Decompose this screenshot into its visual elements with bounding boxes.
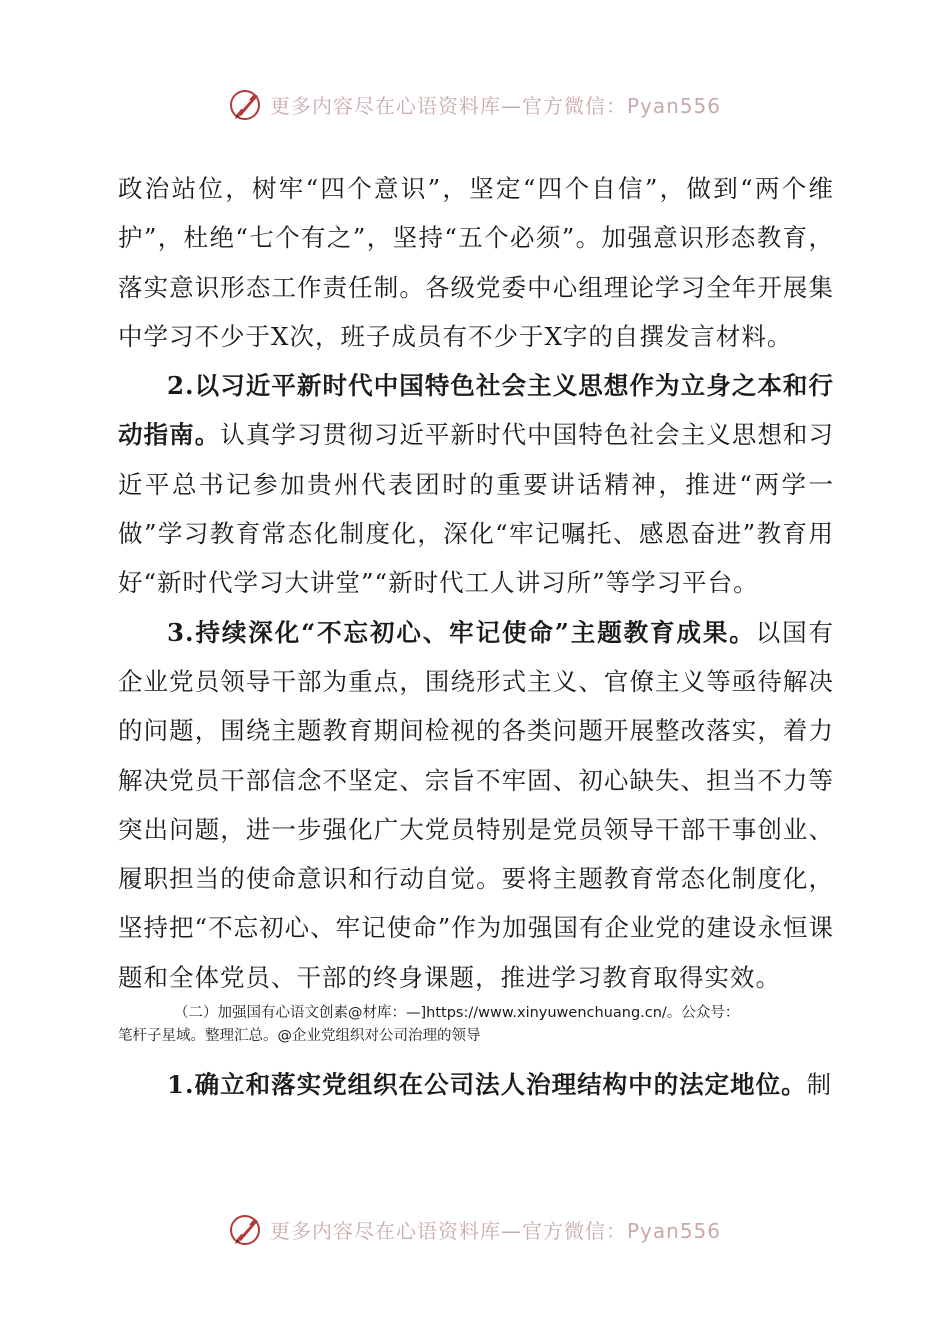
section-note — [118, 1002, 834, 1048]
paragraph-4 — [118, 1060, 834, 1109]
paragraph-3 — [118, 608, 834, 1002]
footer-watermark — [228, 1209, 721, 1249]
pen-feather-logo-icon — [228, 86, 264, 122]
paragraph-4-heading: 1.确立和落实党组织在公司法人治理结构中的法定地位。 — [167, 1070, 807, 1100]
pen-feather-logo-icon — [228, 1211, 264, 1247]
watermark-text: 更多内容尽在心语资料库—官方微信：Pyan556 — [270, 93, 722, 118]
paragraph-2 — [118, 361, 834, 607]
watermark-text: 更多内容尽在心语资料库—官方微信：Pyan556 — [270, 1218, 722, 1243]
section-note-line-1: （二）加强国有心语文创素@材库：—]https://www.xinyuwenchuang.cn/。公众号： — [174, 1005, 740, 1022]
paragraph-1: 政治站位，树牢“四个意识”，坚定“四个自信”，做到“两个维护”，杜绝“七个有之”，坚持“五个必须”。加强意识形态教育，落实意识形态工作责任制。各级党委中心组理论学习全年开展集中学习不少于X次，班子成员有不少于X字的自撰发言材料。 — [118, 174, 834, 351]
section-note-line-2: 笔杆子星域。整理汇总。@企业党组织对公司治理的领导 — [118, 1028, 481, 1045]
document-body — [118, 164, 834, 1109]
paragraph-3-text: 以国有企业党员领导干部为重点，围绕形式主义、官僚主义等亟待解决的问题，围绕主题教育期间检视的各类问题开展整改落实，着力解决党员干部信念不坚定、宗旨不牢固、初心缺失、担当不力等突出问题，进一步强化广大党员特别是党员领导干部干事创业、履职担当的使命意识和行动自觉。要将主题教育常态化制度化，坚持把“不忘初心、牢记使命”作为加强国有企业党的建设永恒课题和全体党员、干部的终身课题，推进学习教育取得实效。 — [118, 617, 835, 992]
paragraph-2-text: 认真学习贯彻习近平新时代中国特色社会主义思想和习近平总书记参加贵州代表团时的重要讲话精神，推进“两学一做”学习教育常态化制度化，深化“牢记嘱托、感恩奋进”教育用好“新时代学习大讲堂”“新时代工人讲习所”等学习平台。 — [118, 420, 834, 598]
header-watermark — [228, 84, 721, 124]
paragraph-4-text: 制 — [806, 1070, 833, 1100]
paragraph-2-heading: 2.以习近平新时代中国特色社会主义思想作为立身之本和行动指南。 — [118, 371, 834, 450]
paragraph-3-heading: 3.持续深化“不忘初心、牢记使命”主题教育成果。 — [167, 617, 756, 647]
